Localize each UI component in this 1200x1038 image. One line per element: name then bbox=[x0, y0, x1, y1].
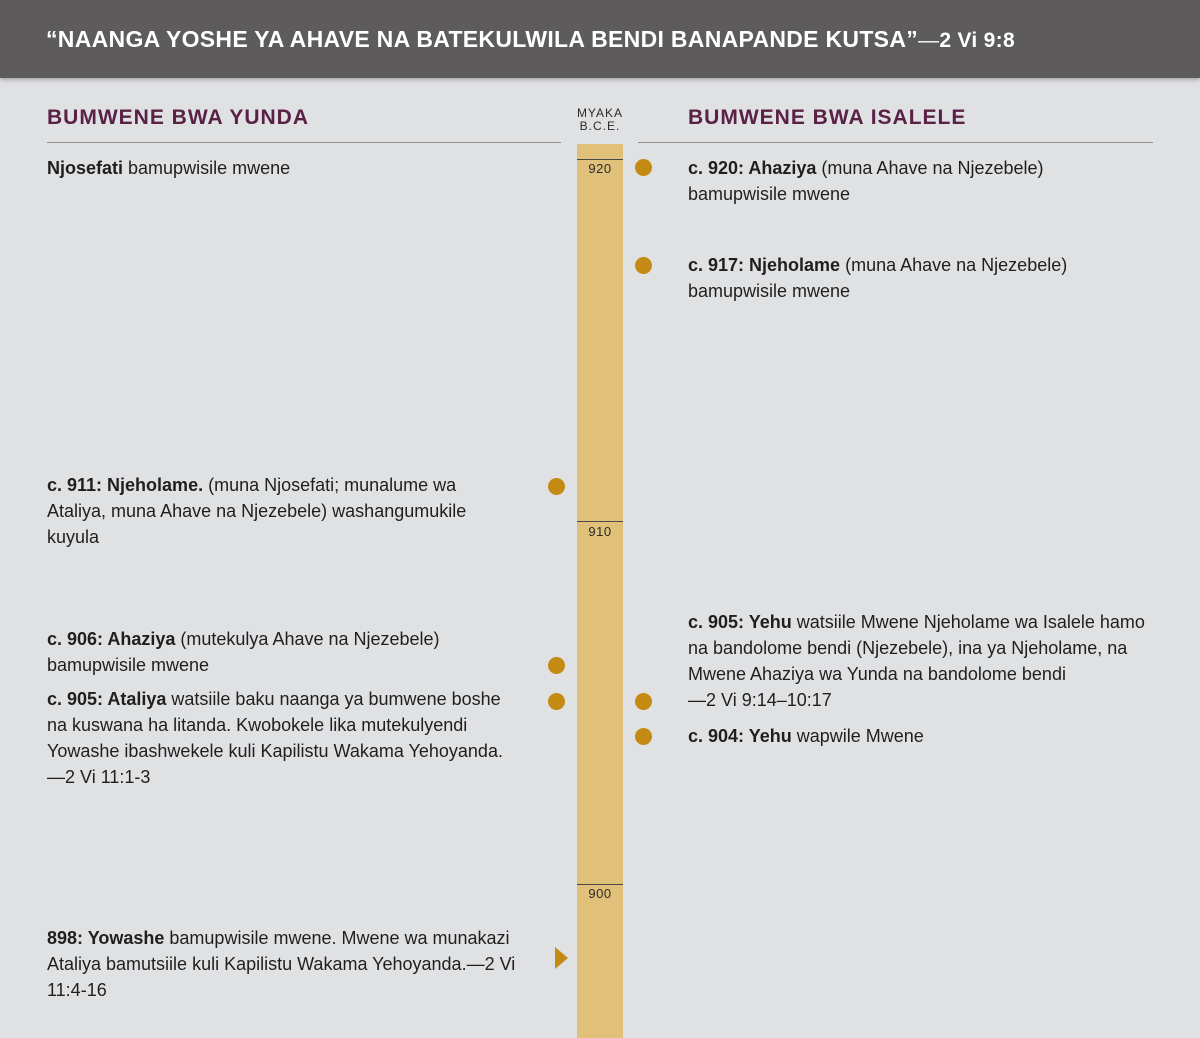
event-bold-label: Njosefati bbox=[47, 158, 124, 178]
timeline-bar bbox=[577, 144, 623, 1038]
title-ref-text: 2 Vi 9:8 bbox=[939, 29, 1015, 52]
years-bce-label bbox=[568, 107, 632, 133]
years-label-line2: B.C.E. bbox=[579, 119, 621, 133]
title-ref-dash: — bbox=[918, 29, 940, 52]
title-quote: “NAANGA YOSHE YA AHAVE NA BATEKULWILA BENDI BANAPANDE KUTSA” bbox=[46, 26, 919, 52]
title-reference bbox=[918, 29, 1015, 52]
page-title bbox=[46, 26, 1015, 53]
event-text: (muna Njosefati; munalume wa Ataliya, muna Ahave na Njezebele) washangumukile kuyula bbox=[47, 475, 467, 547]
judah-kingdom-heading: BUMWENE BWA YUNDA bbox=[47, 106, 309, 129]
event-text: bamupwisile mwene bbox=[123, 158, 291, 178]
event-judah-jehoshaphat bbox=[47, 155, 527, 181]
event-judah-905 bbox=[47, 686, 507, 790]
tick-910 bbox=[577, 521, 623, 522]
event-israel-904 bbox=[688, 723, 1158, 749]
tick-label-910: 910 bbox=[588, 524, 612, 539]
years-label-line1: MYAKA bbox=[576, 106, 624, 120]
event-reference: —2 Vi 11:1-3 bbox=[47, 767, 151, 787]
marker-arrow-right-icon bbox=[555, 947, 568, 969]
event-text: watsiile baku naanga ya bumwene boshe na kuswana ha litanda. Kwobokele lika mutekulyendi Yowashe ibashwekele kuli Kapilistu Wakama Yehoyanda. bbox=[47, 689, 503, 761]
israel-kingdom-heading: BUMWENE BWA ISALELE bbox=[688, 106, 967, 129]
event-israel-920 bbox=[688, 155, 1068, 207]
event-judah-911 bbox=[47, 472, 507, 550]
event-text: wapwile Mwene bbox=[791, 726, 924, 746]
event-bold-label: c. 904: Yehu bbox=[688, 726, 792, 746]
tick-label-920: 920 bbox=[588, 161, 612, 176]
event-reference: —2 Vi 9:14–10:17 bbox=[688, 690, 832, 710]
marker-dot-right-920 bbox=[635, 159, 652, 176]
marker-dot-right-917 bbox=[635, 257, 652, 274]
event-text: watsiile Mwene Njeholame wa Isalele hamo na bandolome bendi (Njezebele), ina ya Njeholame, na Mwene Ahaziya wa Yunda na bandolome bendi bbox=[688, 612, 1145, 684]
event-bold-label: c. 906: Ahaziya bbox=[47, 629, 176, 649]
marker-dot-right-904 bbox=[635, 728, 652, 745]
tick-label-900: 900 bbox=[588, 886, 612, 901]
event-bold-label: c. 911: Njeholame. bbox=[47, 475, 204, 495]
marker-dot-left-911 bbox=[548, 478, 565, 495]
event-bold-label: c. 920: Ahaziya bbox=[688, 158, 817, 178]
event-bold-label: 898: Yowashe bbox=[47, 928, 165, 948]
marker-dot-left-906 bbox=[548, 657, 565, 674]
event-israel-917 bbox=[688, 252, 1088, 304]
event-text: (muna Ahave na Njezebele) bamupwisile mwene bbox=[688, 158, 1044, 204]
tick-900 bbox=[577, 884, 623, 885]
marker-dot-right-905 bbox=[635, 693, 652, 710]
tick-920 bbox=[577, 159, 623, 160]
marker-dot-left-905 bbox=[548, 693, 565, 710]
event-judah-906 bbox=[47, 626, 467, 678]
page-header bbox=[0, 0, 1200, 78]
event-text: (muna Ahave na Njezebele) bamupwisile mwene bbox=[688, 255, 1068, 301]
right-heading-rule bbox=[638, 142, 1153, 143]
event-text: (mutekulya Ahave na Njezebele) bamupwisile mwene bbox=[47, 629, 440, 675]
event-bold-label: c. 905: Ataliya bbox=[47, 689, 167, 709]
event-israel-905 bbox=[688, 609, 1158, 713]
event-bold-label: c. 905: Yehu bbox=[688, 612, 792, 632]
left-heading-rule bbox=[47, 142, 561, 143]
event-judah-898 bbox=[47, 925, 522, 1003]
event-bold-label: c. 917: Njeholame bbox=[688, 255, 841, 275]
event-text: bamupwisile mwene. Mwene wa munakazi Ataliya bamutsiile kuli Kapilistu Wakama Yehoyanda.—2 Vi 11:4-16 bbox=[47, 928, 516, 1000]
